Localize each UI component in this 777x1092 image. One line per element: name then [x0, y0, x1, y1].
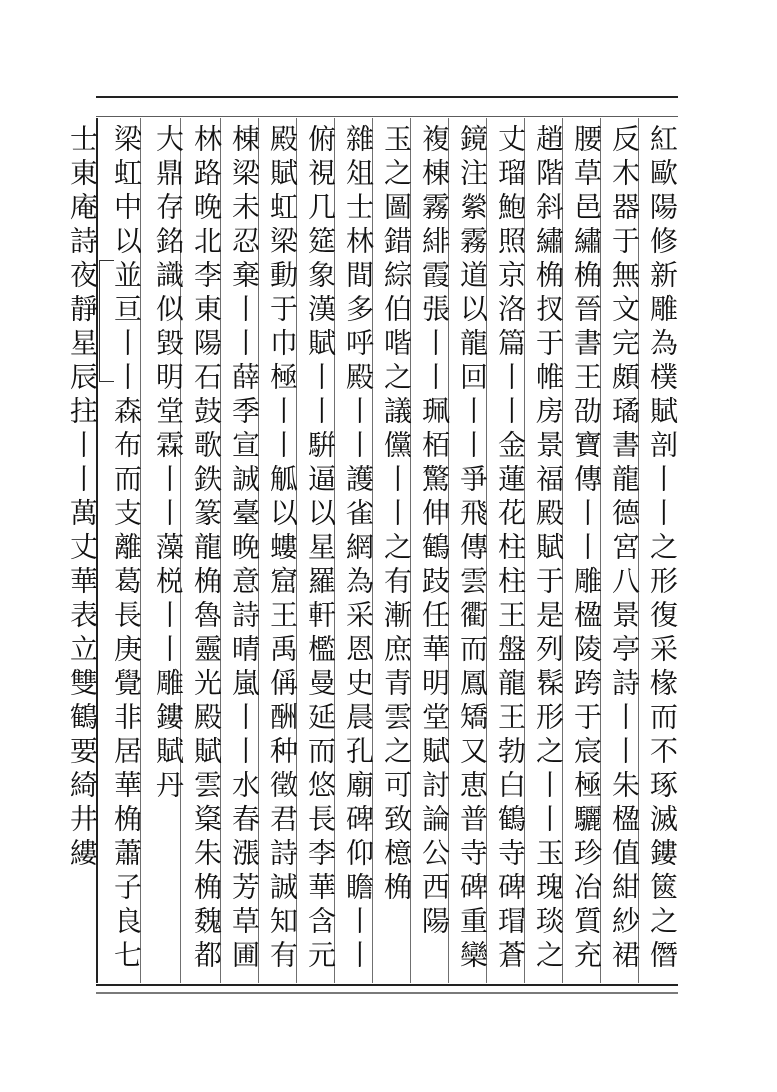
text-column: 玉之圖錯綜伯喈之議儻丨丨之有漸庶青雲之可致檍桷 [380, 124, 413, 906]
text-column: 複棟霧緋霞張丨丨珮栢驚伸鶴跂任華明堂賦討論公西陽 [418, 124, 451, 940]
text-column: 雜俎士林間多呼殿丨丨護雀網為采恩史晨孔廟碑仰瞻丨丨 [342, 124, 375, 974]
top-border-rule [96, 96, 678, 98]
top-inner-rule [96, 116, 678, 117]
text-column: 棟梁未忍棄丨丨薛季宣誠臺晚意詩晴嵐丨丨水春漲芳草圃 [228, 124, 261, 974]
text-column: 梁虹中以並亘丨丨森布而支離葛長庚覺非居華桷蕭子良七 [110, 124, 143, 974]
text-column: 鏡注縈霧道以龍回丨丨爭飛傳雲衢而鳳矯又恵普寺碑重欒 [456, 124, 489, 974]
text-column: 反木器于無文完頗璚書龍德宮八景亭詩丨丨朱楹值紺紗裙 [608, 124, 641, 974]
text-column: 俯視几筵象漢賦丨丨騈逼以星羅軒檻曼延而悠長李華含元 [304, 124, 337, 974]
text-column: 大鼎存銘識似毀明堂霖丨丨藻棁丨丨雕鏤賦丹 [152, 124, 185, 804]
bottom-border-rule [96, 984, 678, 986]
text-column: 趙階斜繡桷扠于帷房景福殿賦于是列髹形之丨丨玉瑰琰之 [532, 124, 565, 974]
text-column: 腰草邑繡桷晉書王劭寶傳丨丨雕楹陵跨于宸極驪珍冶質充 [570, 124, 603, 974]
text-column: 士東庵詩夜靜星辰拄丨丨萬丈華表立雙鶴要綺井縷 [66, 124, 99, 872]
text-column: 殿賦虹梁動于巾極丨丨觚以螻窟王禹偁酬种徵君詩誠知有 [266, 124, 299, 974]
bottom-inner-rule [96, 992, 678, 994]
text-column: 林路晚北李東陽石鼓歌鉄篆龍桷魯靈光殿賦雲楶朱桷魏都 [190, 124, 223, 974]
text-column: 紅歐陽修新雕為樸賦剖丨丨之形復采椽而不琢滅鏤篋之僭 [646, 124, 679, 974]
text-column: 丈瑠鮑照京洛篇丨丨金蓮花柱柱王盤龍王勃白鶴寺碑瑁蒼 [494, 124, 527, 974]
